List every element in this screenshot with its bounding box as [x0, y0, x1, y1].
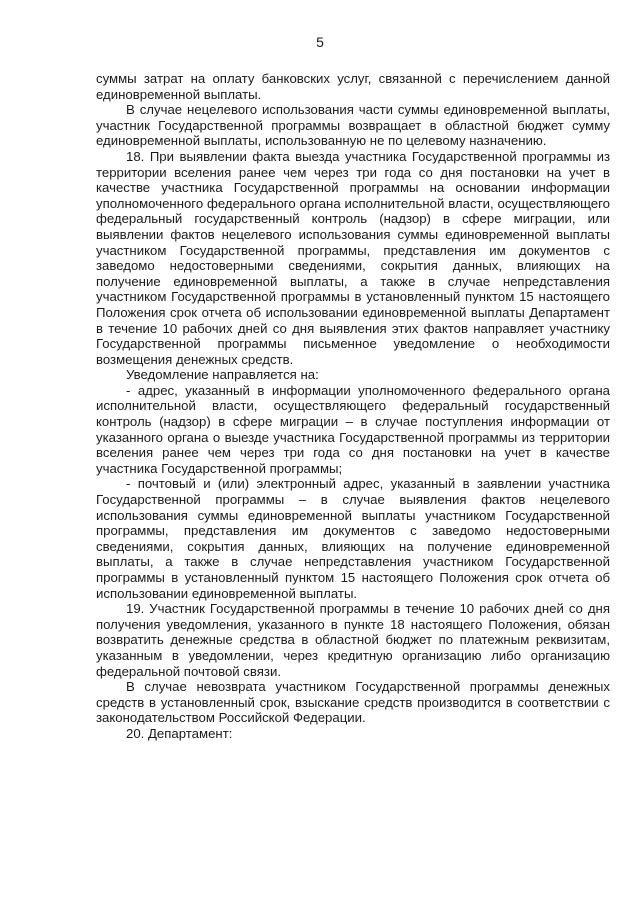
paragraph-notice-intro: Уведомление направляется на:: [126, 367, 319, 383]
list-item-address-authority: - адрес, указанный в информации уполномоченного федерального органа исполнительной власти, осуществляющего федеральный государственный контроль (надзор) в сфере миграции – в случае поступления информации от указанного органа о выезде участника Государственной программы из территории вселения ранее чем через три года со дня постановки на учет в качестве участника Государственной программы;: [96, 382, 610, 476]
document-body: [96, 71, 610, 742]
paragraph-clause-19: 19. Участник Государственной программы в течение 10 рабочих дней со дня получения уведомления, указанного в пункте 18 настоящего Положения, обязан возвратить денежные средства в областной бюджет по платежным реквизитам, указанным в уведомлении, через кредитную организацию либо организацию федеральной почтовой связи.: [96, 601, 610, 679]
paragraph-misuse-refund: В случае нецелевого использования части суммы единовременной выплаты, участник Государственной программы возвращает в областной бюджет сумму единовременной выплаты, использованную не по целевому назначению.: [96, 102, 610, 149]
paragraph-clause-20: 20. Департамент:: [126, 725, 233, 741]
paragraph-non-return: В случае невозврата участником Государственной программы денежных средств в установленный срок, взыскание средств производится в соответствии с законодательством Российской Федерации.: [96, 679, 610, 726]
paragraph-continuation: суммы затрат на оплату банковских услуг, связанной с перечислением данной единовременной выплаты.: [96, 71, 610, 102]
page-number: 5: [316, 34, 324, 50]
list-item-address-application: - почтовый и (или) электронный адрес, указанный в заявлении участника Государственной программы – в случае выявления фактов нецелевого использования суммы единовременной выплаты участником Государственной программы, представления им документов с заведомо недостоверными сведениями, сокрытия данных, влияющих на получение единовременной выплаты, а также в случае непредставления участником Государственной программы в установленный пунктом 15 настоящего Положения срок отчета об использовании единовременной выплаты.: [96, 476, 610, 601]
paragraph-clause-18: 18. При выявлении факта выезда участника Государственной программы из территории вселения ранее чем через три года со дня постановки на учет в качестве участника Государственной программы на основании информации уполномоченного федерального органа исполнительной власти, осуществляющего федеральный государственный контроль (надзор) в сфере миграции, или выявлении фактов нецелевого использования суммы единовременной выплаты участником Государственной программы, представления им документов с заведомо недостоверными сведениями, сокрытия данных, влияющих на получение единовременной выплаты, а также в случае непредставления участником Государственной программы в установленный пунктом 15 настоящего Положения срок отчета об использовании единовременной выплаты Департамент в течение 10 рабочих дней со дня выявления этих фактов направляет участнику Государственной программы письменное уведомление о необходимости возмещения денежных средств.: [96, 148, 610, 367]
